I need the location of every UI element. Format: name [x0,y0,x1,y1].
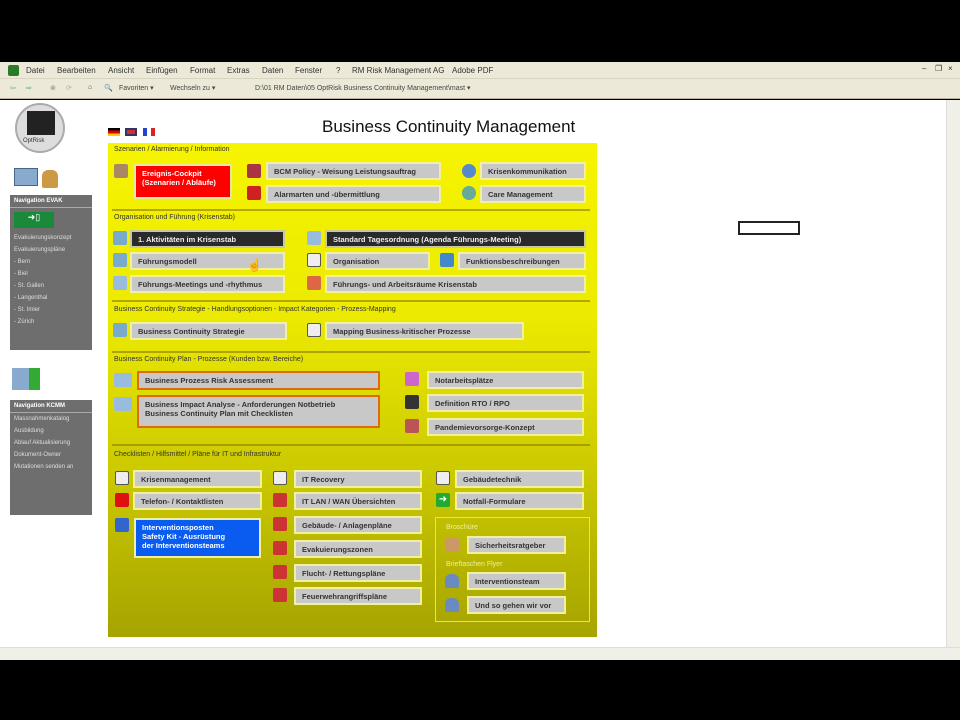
menu-help[interactable]: ? [336,66,341,75]
checklist-icon [115,471,129,485]
it-recovery-button[interactable]: IT Recovery [294,470,422,488]
edit-icon [440,253,454,267]
divider [112,444,590,446]
excel-icon [8,65,19,76]
document-icon [113,231,127,245]
bia-button[interactable]: Business Impact Analyse - Anforderungen Notbetrieb Business Continuity Plan mit Checklisten [137,395,380,428]
communication-icon [462,164,476,178]
organisation-button[interactable]: Organisation [325,252,430,270]
krisenmanagement-button[interactable]: Krisenmanagement [133,470,262,488]
info-icon [115,518,129,532]
chart-icon [114,373,132,387]
vertical-scrollbar[interactable] [946,100,960,647]
evakuierungszonen-button[interactable]: Evakuierungszonen [294,540,422,558]
nav-evak-item[interactable]: - Biel [14,271,28,277]
nav-evak-item[interactable]: - Bern [14,259,31,265]
person-icon [42,170,58,188]
address-field[interactable]: D:\01 RM Daten\05 OptRisk Business Continuity Management\mast ▾ [255,85,471,92]
section-header: Business Continuity Strategie - Handlungsoptionen - Impact Kategorien - Prozess-Mapping [114,306,396,313]
restore-icon[interactable]: ❐ [935,64,943,73]
it-lan-wan-button[interactable]: IT LAN / WAN Übersichten [294,492,422,510]
nav-evak: Navigation EVAK ➜▯ Evakuierungskonzept Evakuierungspläne - Bern - Biel - St. Gallen - Langenthal - St. Imier - Zürich [10,195,92,350]
rto-rpo-button[interactable]: Definition RTO / RPO [427,394,584,412]
minimize-icon[interactable]: – [922,64,927,73]
workplace-icon [405,372,419,386]
nav-kcmm-item[interactable]: Ablauf Aktualisierung [14,440,71,446]
nav-evak-item[interactable]: - St. Imier [14,307,41,313]
calendar-icon [307,253,321,267]
policy-icon [247,164,261,178]
phone-icon [115,493,129,507]
person-icon [445,598,459,612]
flyer-label: Brieftaschen Flyer [446,561,503,568]
menu-bar [0,62,960,79]
nav-kcmm-item[interactable]: Massnahmenkatalog [14,416,70,422]
section-header: Szenarien / Alarmierung / Information [114,146,230,153]
mapping-button[interactable]: Mapping Business-kritischer Prozesse [325,322,524,340]
forward-icon[interactable]: ⇨ [26,85,32,92]
menu-format[interactable]: Format [190,66,216,75]
arrow-right-icon: ➜ [436,493,450,507]
section-header: Organisation und Führung (Krisenstab) [114,214,236,221]
flucht-rettung-button[interactable]: Flucht- / Rettungspläne [294,564,422,582]
folder-icon [273,565,287,579]
document-icon [113,323,127,337]
back-icon[interactable]: ⇦ [10,85,16,92]
menu-adobe-pdf[interactable]: Adobe PDF [452,66,494,75]
section-header: Business Continuity Plan - Prozesse (Kunden bzw. Bereiche) [114,356,304,363]
folder-icon [273,541,287,555]
ereignis-cockpit-button[interactable]: Ereignis-Cockpit (Szenarien / Abläufe) [134,164,232,199]
flag-uk-icon[interactable] [125,128,137,136]
document-icon [113,276,127,290]
nav-kcmm: Navigation KCMM Massnahmenkatalog Ausbildung Ablauf Aktualisierung Dokument-Owner Mutationen senden an [10,400,92,515]
gebaeudetechnik-button[interactable]: Gebäudetechnik [455,470,584,488]
evacuation-image-icon [14,168,38,186]
interventionsposten-button[interactable]: Interventionsposten Safety Kit - Ausrüstung der Interventionsteams [134,518,261,558]
flag-de-icon[interactable] [108,128,120,136]
nav-kcmm-item[interactable]: Ausbildung [14,428,44,434]
checklist-icon [436,471,450,485]
menu-rm[interactable]: RM Risk Management AG [352,66,445,75]
flag-fr-icon[interactable] [143,128,155,136]
tagesordnung-button[interactable]: Standard Tagesordnung (Agenda Führungs-Meeting) [325,230,586,248]
person-icon [445,574,459,588]
pandemic-icon [405,419,419,433]
goto-button[interactable]: Wechseln zu ▾ [170,85,216,92]
gebaeude-anlagen-button[interactable]: Gebäude- / Anlagenpläne [294,516,422,534]
selected-cell[interactable] [738,221,800,235]
menu-fenster[interactable]: Fenster [295,66,323,75]
folder-icon [273,493,287,507]
web-toolbar [0,79,960,99]
folder-icon [273,517,287,531]
vorgehen-button[interactable]: Und so gehen wir vor [467,596,566,614]
room-icon [307,276,321,290]
bc-strategie-button[interactable]: Business Continuity Strategie [130,322,287,340]
nav-evak-item[interactable]: - St. Gallen [14,283,45,289]
stop-icon[interactable]: ⊗ [50,85,56,92]
checklist-icon [273,471,287,485]
globe-icon [462,186,476,200]
pandemie-button[interactable]: Pandemievorsorge-Konzept [427,418,584,436]
folder-icon [273,588,287,602]
menu-bearbeiten[interactable]: Bearbeiten [57,66,96,75]
close-icon[interactable]: × [948,64,953,73]
care-management-button[interactable]: Care Management [480,185,586,203]
menu-daten[interactable]: Daten [262,66,284,75]
search-icon[interactable]: 🔍 [104,85,113,92]
exit-sign-icon[interactable]: ➜▯ [14,212,54,228]
nav-evak-item[interactable]: - Zürich [14,319,35,325]
telefon-button[interactable]: Telefon- / Kontaktlisten [133,492,262,510]
aktivitaeten-button[interactable]: 1. Aktivitäten im Krisenstab [130,230,285,248]
optrisk-logo[interactable]: OptRisk [15,103,65,153]
fuehrungsmodell-button[interactable]: Führungsmodell [130,252,285,270]
broschuere-label: Broschüre [446,524,478,531]
divider [112,300,590,302]
nav-evak-item[interactable]: - Langenthal [14,295,48,301]
section-header: Checklisten / Hilfsmittel / Pläne für IT und Infrastruktur [114,451,282,458]
pdf-icon [247,186,261,200]
nav-evak-item[interactable]: Evakuierungspläne [14,247,66,253]
fuehrungs-meetings-button[interactable]: Führungs-Meetings und -rhythmus [130,275,285,293]
arbeitsraeume-button[interactable]: Führungs- und Arbeitsräume Krisenstab [325,275,586,293]
rto-icon [405,395,419,409]
nav-kcmm-item[interactable]: Mutationen senden an [14,464,74,470]
calendar-icon [307,323,321,337]
cockpit-icon [114,164,128,178]
page-title: Business Continuity Management [322,117,576,136]
mouse-cursor-icon: ☝ [247,258,262,272]
interventionsteam-button[interactable]: Interventionsteam [467,572,566,590]
document-icon [113,253,127,267]
document-icon [307,231,321,245]
nav-kcmm-item[interactable]: Dokument-Owner [14,452,62,458]
divider [112,351,590,353]
bcm-policy-button[interactable]: BCM Policy - Weisung Leistungsauftrag [266,162,441,180]
notarbeitsplaetze-button[interactable]: Notarbeitsplätze [427,371,584,389]
menu-einfuegen[interactable]: Einfügen [146,66,178,75]
nav-evak-item[interactable]: Evakuierungskonzept [14,235,72,241]
home-icon[interactable]: ⌂ [88,84,93,91]
sicherheitsratgeber-button[interactable]: Sicherheitsratgeber [467,536,566,554]
refresh-icon[interactable]: ⟳ [66,85,72,92]
menu-datei[interactable]: Datei [26,66,45,75]
menu-extras[interactable]: Extras [227,66,250,75]
chart-icon [114,397,132,411]
funktionsbeschreibungen-button[interactable]: Funktionsbeschreibungen [458,252,586,270]
people-icon [445,538,459,552]
favorites-button[interactable]: Favoriten ▾ [119,85,154,92]
risk-assessment-button[interactable]: Business Prozess Risk Assessment [137,371,380,390]
menu-ansicht[interactable]: Ansicht [108,66,135,75]
alarmarten-button[interactable]: Alarmarten und -übermittlung [266,185,441,203]
divider [112,209,590,211]
traffic-light-icon [12,368,40,390]
krisenkommunikation-button[interactable]: Krisenkommunikation [480,162,586,180]
feuerwehr-button[interactable]: Feuerwehrangriffspläne [294,587,422,605]
notfall-formulare-button[interactable]: Notfall-Formulare [455,492,584,510]
horizontal-scrollbar[interactable] [0,647,960,660]
